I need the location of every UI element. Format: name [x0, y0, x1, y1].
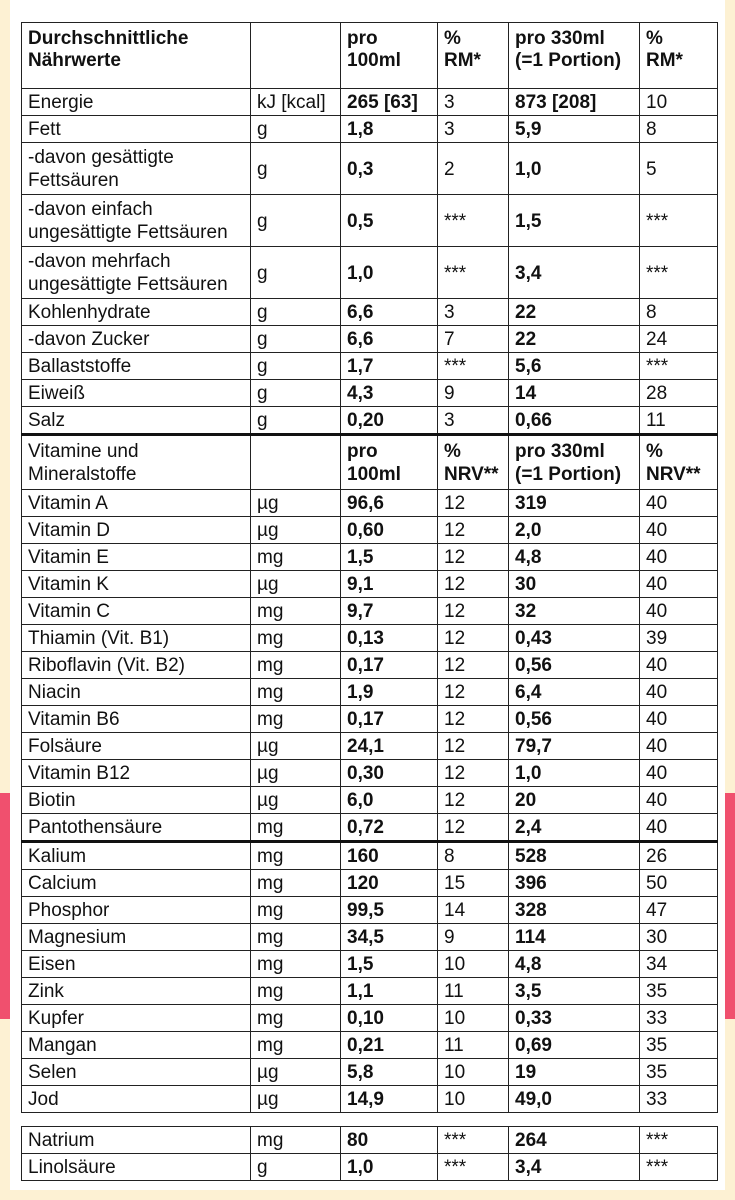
value-per-portion: 79,7 — [509, 733, 640, 760]
nutrient-name: Niacin — [22, 679, 251, 706]
percent-per-100ml: 12 — [438, 571, 509, 598]
mineral-row — [22, 870, 718, 897]
value-per-100ml: 265 [63] — [341, 89, 438, 116]
nutrient-row — [22, 195, 718, 247]
value-per-100ml: 96,6 — [341, 490, 438, 517]
percent-per-100ml: 3 — [438, 116, 509, 143]
percent-per-portion: 33 — [640, 1086, 718, 1113]
percent-per-portion: 35 — [640, 978, 718, 1005]
value-per-portion: 32 — [509, 598, 640, 625]
header-per-100ml: pro 100ml — [341, 435, 438, 490]
unit: g — [251, 299, 341, 326]
percent-per-portion: 39 — [640, 625, 718, 652]
mineral-row — [22, 897, 718, 924]
value-per-portion: 5,6 — [509, 353, 640, 380]
unit: mg — [251, 1127, 341, 1154]
nutrient-name: -davon gesättigte Fettsäuren — [22, 143, 251, 195]
header-per-100ml: pro 100ml — [341, 23, 438, 89]
nutrient-name: Vitamin E — [22, 544, 251, 571]
percent-per-portion: 34 — [640, 951, 718, 978]
value-per-100ml: 6,6 — [341, 326, 438, 353]
mineral-row — [22, 1059, 718, 1086]
unit: mg — [251, 625, 341, 652]
header-per-portion: pro 330ml (=1 Portion) — [509, 23, 640, 89]
value-per-100ml: 1,9 — [341, 679, 438, 706]
value-per-portion: 528 — [509, 842, 640, 870]
value-per-portion: 3,4 — [509, 247, 640, 299]
unit: g — [251, 195, 341, 247]
nutrient-name: Vitamin C — [22, 598, 251, 625]
header-vitamins-label: Vitamine und Mineralstoffe — [22, 435, 251, 490]
value-per-portion: 3,5 — [509, 978, 640, 1005]
unit: mg — [251, 1032, 341, 1059]
percent-per-100ml: *** — [438, 1127, 509, 1154]
value-per-portion: 0,33 — [509, 1005, 640, 1032]
percent-per-100ml: 9 — [438, 924, 509, 951]
value-per-portion: 0,56 — [509, 652, 640, 679]
nutrient-name: -davon mehrfach ungesättigte Fettsäuren — [22, 247, 251, 299]
unit: kJ [kcal] — [251, 89, 341, 116]
nutrient-name: Eiweiß — [22, 380, 251, 407]
mineral-row — [22, 842, 718, 870]
percent-per-portion: *** — [640, 195, 718, 247]
mineral-row — [22, 978, 718, 1005]
percent-per-portion: 35 — [640, 1059, 718, 1086]
percent-per-portion: 40 — [640, 733, 718, 760]
percent-per-portion: 47 — [640, 897, 718, 924]
percent-per-portion: 8 — [640, 299, 718, 326]
percent-per-100ml: 10 — [438, 951, 509, 978]
percent-per-100ml: 3 — [438, 299, 509, 326]
mineral-row — [22, 1086, 718, 1113]
unit: µg — [251, 1059, 341, 1086]
value-per-100ml: 4,3 — [341, 380, 438, 407]
percent-per-portion: 40 — [640, 760, 718, 787]
value-per-portion: 0,56 — [509, 706, 640, 733]
nutrient-row — [22, 247, 718, 299]
value-per-100ml: 6,0 — [341, 787, 438, 814]
value-per-100ml: 1,1 — [341, 978, 438, 1005]
value-per-portion: 1,5 — [509, 195, 640, 247]
nutrient-name: Thiamin (Vit. B1) — [22, 625, 251, 652]
percent-per-100ml: 12 — [438, 814, 509, 842]
percent-per-100ml: 14 — [438, 897, 509, 924]
value-per-100ml: 1,8 — [341, 116, 438, 143]
percent-per-portion: 40 — [640, 814, 718, 842]
value-per-portion: 19 — [509, 1059, 640, 1086]
unit: µg — [251, 490, 341, 517]
value-per-100ml: 24,1 — [341, 733, 438, 760]
nutrient-name: Kupfer — [22, 1005, 251, 1032]
vitamin-row — [22, 760, 718, 787]
value-per-100ml: 0,3 — [341, 143, 438, 195]
nutrient-name: Fett — [22, 116, 251, 143]
percent-per-100ml: 2 — [438, 143, 509, 195]
percent-per-portion: 40 — [640, 787, 718, 814]
percent-per-100ml: 11 — [438, 1032, 509, 1059]
unit: g — [251, 116, 341, 143]
extra-nutrient-row — [22, 1154, 718, 1181]
value-per-100ml: 99,5 — [341, 897, 438, 924]
value-per-portion: 3,4 — [509, 1154, 640, 1181]
value-per-100ml: 160 — [341, 842, 438, 870]
percent-per-portion: *** — [640, 353, 718, 380]
percent-per-portion: *** — [640, 247, 718, 299]
value-per-100ml: 1,5 — [341, 544, 438, 571]
vitamin-row — [22, 544, 718, 571]
value-per-portion: 22 — [509, 299, 640, 326]
nutrient-name: Zink — [22, 978, 251, 1005]
value-per-portion: 14 — [509, 380, 640, 407]
vitamin-row — [22, 490, 718, 517]
unit: g — [251, 143, 341, 195]
header-percent-rm-100ml: % RM* — [438, 23, 509, 89]
percent-per-portion: 26 — [640, 842, 718, 870]
value-per-100ml: 14,9 — [341, 1086, 438, 1113]
unit: mg — [251, 897, 341, 924]
percent-per-100ml: 12 — [438, 544, 509, 571]
nutrient-name: Riboflavin (Vit. B2) — [22, 652, 251, 679]
percent-per-100ml: 7 — [438, 326, 509, 353]
mineral-row — [22, 924, 718, 951]
unit: mg — [251, 679, 341, 706]
percent-per-100ml: 10 — [438, 1005, 509, 1032]
header-percent-nrv-100ml: % NRV** — [438, 435, 509, 490]
mineral-row — [22, 1032, 718, 1059]
nutrient-row — [22, 326, 718, 353]
nutrient-name: Ballaststoffe — [22, 353, 251, 380]
percent-per-100ml: 9 — [438, 380, 509, 407]
nutrient-name: Magnesium — [22, 924, 251, 951]
value-per-portion: 22 — [509, 326, 640, 353]
value-per-portion: 114 — [509, 924, 640, 951]
unit: mg — [251, 951, 341, 978]
percent-per-100ml: 12 — [438, 706, 509, 733]
percent-per-100ml: 3 — [438, 407, 509, 435]
value-per-100ml: 9,1 — [341, 571, 438, 598]
vitamin-row — [22, 733, 718, 760]
value-per-100ml: 9,7 — [341, 598, 438, 625]
header-percent-rm-portion: % RM* — [640, 23, 718, 89]
vitamin-row — [22, 517, 718, 544]
value-per-100ml: 1,0 — [341, 247, 438, 299]
nutrient-name: Kohlenhydrate — [22, 299, 251, 326]
nutrient-name: Phosphor — [22, 897, 251, 924]
percent-per-100ml: 12 — [438, 679, 509, 706]
extra-nutrient-row — [22, 1127, 718, 1154]
unit: µg — [251, 760, 341, 787]
percent-per-portion: 40 — [640, 490, 718, 517]
unit: mg — [251, 978, 341, 1005]
percent-per-100ml: 12 — [438, 625, 509, 652]
nutrition-table — [21, 22, 718, 1113]
mineral-row — [22, 1005, 718, 1032]
percent-per-100ml: 12 — [438, 517, 509, 544]
nutrient-name: Jod — [22, 1086, 251, 1113]
percent-per-100ml: 12 — [438, 490, 509, 517]
value-per-100ml: 5,8 — [341, 1059, 438, 1086]
nutrient-name: Selen — [22, 1059, 251, 1086]
unit: mg — [251, 652, 341, 679]
percent-per-portion: 50 — [640, 870, 718, 897]
header-per-portion: pro 330ml (=1 Portion) — [509, 435, 640, 490]
value-per-100ml: 80 — [341, 1127, 438, 1154]
percent-per-100ml: 11 — [438, 978, 509, 1005]
unit: µg — [251, 517, 341, 544]
nutrient-row — [22, 407, 718, 435]
percent-per-100ml: 15 — [438, 870, 509, 897]
percent-per-100ml: 12 — [438, 598, 509, 625]
vitamin-row — [22, 598, 718, 625]
nutrient-name: Natrium — [22, 1127, 251, 1154]
nutrient-row — [22, 380, 718, 407]
nutrient-name: Pantothensäure — [22, 814, 251, 842]
nutrient-name: Salz — [22, 407, 251, 435]
percent-per-portion: 35 — [640, 1032, 718, 1059]
value-per-100ml: 0,30 — [341, 760, 438, 787]
value-per-portion: 1,0 — [509, 143, 640, 195]
unit: g — [251, 1154, 341, 1181]
nutrient-name: -davon einfach ungesättigte Fettsäuren — [22, 195, 251, 247]
value-per-portion: 1,0 — [509, 760, 640, 787]
percent-per-100ml: 10 — [438, 1086, 509, 1113]
value-per-100ml: 120 — [341, 870, 438, 897]
value-per-100ml: 1,0 — [341, 1154, 438, 1181]
percent-per-portion: 30 — [640, 924, 718, 951]
percent-per-100ml: 3 — [438, 89, 509, 116]
nutrient-row — [22, 299, 718, 326]
value-per-100ml: 0,60 — [341, 517, 438, 544]
vitamin-row — [22, 679, 718, 706]
value-per-portion: 0,43 — [509, 625, 640, 652]
value-per-portion: 873 [208] — [509, 89, 640, 116]
header-unit — [251, 23, 341, 89]
unit: g — [251, 407, 341, 435]
percent-per-portion: 10 — [640, 89, 718, 116]
unit: mg — [251, 706, 341, 733]
vitamin-row — [22, 814, 718, 842]
unit: µg — [251, 787, 341, 814]
value-per-portion: 4,8 — [509, 951, 640, 978]
header-percent-nrv-portion: % NRV** — [640, 435, 718, 490]
value-per-100ml: 0,10 — [341, 1005, 438, 1032]
value-per-portion: 264 — [509, 1127, 640, 1154]
unit: g — [251, 353, 341, 380]
percent-per-100ml: *** — [438, 247, 509, 299]
value-per-100ml: 0,5 — [341, 195, 438, 247]
unit: g — [251, 380, 341, 407]
percent-per-portion: 28 — [640, 380, 718, 407]
nutrient-name: Energie — [22, 89, 251, 116]
value-per-portion: 396 — [509, 870, 640, 897]
vitamin-row — [22, 571, 718, 598]
nutrient-row — [22, 116, 718, 143]
percent-per-100ml: 12 — [438, 787, 509, 814]
vitamins-header-row — [22, 435, 718, 490]
header-unit — [251, 435, 341, 490]
percent-per-100ml: 12 — [438, 733, 509, 760]
nutrient-name: Mangan — [22, 1032, 251, 1059]
value-per-100ml: 0,21 — [341, 1032, 438, 1059]
value-per-portion: 5,9 — [509, 116, 640, 143]
nutrient-name: -davon Zucker — [22, 326, 251, 353]
percent-per-100ml: *** — [438, 195, 509, 247]
percent-per-portion: 40 — [640, 706, 718, 733]
value-per-portion: 319 — [509, 490, 640, 517]
percent-per-portion: 24 — [640, 326, 718, 353]
vitamin-row — [22, 787, 718, 814]
value-per-portion: 0,66 — [509, 407, 640, 435]
percent-per-portion: 40 — [640, 652, 718, 679]
nutrient-row — [22, 353, 718, 380]
percent-per-portion: 40 — [640, 544, 718, 571]
value-per-100ml: 0,17 — [341, 652, 438, 679]
nutrient-name: Linolsäure — [22, 1154, 251, 1181]
value-per-100ml: 0,72 — [341, 814, 438, 842]
percent-per-portion: 40 — [640, 571, 718, 598]
unit: µg — [251, 1086, 341, 1113]
value-per-portion: 328 — [509, 897, 640, 924]
value-per-100ml: 34,5 — [341, 924, 438, 951]
value-per-portion: 30 — [509, 571, 640, 598]
value-per-portion: 6,4 — [509, 679, 640, 706]
unit: g — [251, 247, 341, 299]
nutrient-row — [22, 143, 718, 195]
value-per-portion: 0,69 — [509, 1032, 640, 1059]
nutrient-name: Vitamin A — [22, 490, 251, 517]
nutrient-name: Kalium — [22, 842, 251, 870]
unit: mg — [251, 842, 341, 870]
nutrient-row — [22, 89, 718, 116]
vitamin-row — [22, 625, 718, 652]
unit: µg — [251, 733, 341, 760]
header-nutrients-label: Durchschnittliche Nährwerte — [22, 23, 251, 89]
percent-per-100ml: 10 — [438, 1059, 509, 1086]
percent-per-portion: 33 — [640, 1005, 718, 1032]
percent-per-100ml: *** — [438, 1154, 509, 1181]
accent-stripe-left — [0, 793, 10, 1019]
percent-per-portion: 40 — [640, 517, 718, 544]
value-per-100ml: 0,13 — [341, 625, 438, 652]
percent-per-100ml: 8 — [438, 842, 509, 870]
unit: mg — [251, 544, 341, 571]
nutrient-name: Vitamin B6 — [22, 706, 251, 733]
nutrient-name: Folsäure — [22, 733, 251, 760]
value-per-portion: 20 — [509, 787, 640, 814]
percent-per-portion: 5 — [640, 143, 718, 195]
percent-per-portion: 11 — [640, 407, 718, 435]
nutrient-name: Vitamin D — [22, 517, 251, 544]
nutrient-name: Biotin — [22, 787, 251, 814]
value-per-100ml: 0,20 — [341, 407, 438, 435]
value-per-portion: 4,8 — [509, 544, 640, 571]
percent-per-100ml: 12 — [438, 760, 509, 787]
percent-per-portion: 40 — [640, 679, 718, 706]
percent-per-portion: 40 — [640, 598, 718, 625]
unit: mg — [251, 598, 341, 625]
unit: mg — [251, 814, 341, 842]
value-per-100ml: 6,6 — [341, 299, 438, 326]
nutrition-header-row — [22, 23, 718, 89]
mineral-row — [22, 951, 718, 978]
percent-per-portion: 8 — [640, 116, 718, 143]
value-per-100ml: 1,7 — [341, 353, 438, 380]
value-per-portion: 2,0 — [509, 517, 640, 544]
vitamin-row — [22, 706, 718, 733]
percent-per-100ml: 12 — [438, 652, 509, 679]
nutrient-name: Vitamin K — [22, 571, 251, 598]
vitamin-row — [22, 652, 718, 679]
value-per-portion: 2,4 — [509, 814, 640, 842]
unit: mg — [251, 924, 341, 951]
nutrient-name: Calcium — [22, 870, 251, 897]
value-per-100ml: 0,17 — [341, 706, 438, 733]
accent-stripe-right — [725, 793, 735, 1019]
value-per-portion: 49,0 — [509, 1086, 640, 1113]
unit: g — [251, 326, 341, 353]
nutrient-name: Eisen — [22, 951, 251, 978]
unit: mg — [251, 870, 341, 897]
percent-per-100ml: *** — [438, 353, 509, 380]
unit: mg — [251, 1005, 341, 1032]
percent-per-portion: *** — [640, 1127, 718, 1154]
unit: µg — [251, 571, 341, 598]
extra-nutrients-table — [21, 1126, 718, 1181]
value-per-100ml: 1,5 — [341, 951, 438, 978]
nutrient-name: Vitamin B12 — [22, 760, 251, 787]
percent-per-portion: *** — [640, 1154, 718, 1181]
